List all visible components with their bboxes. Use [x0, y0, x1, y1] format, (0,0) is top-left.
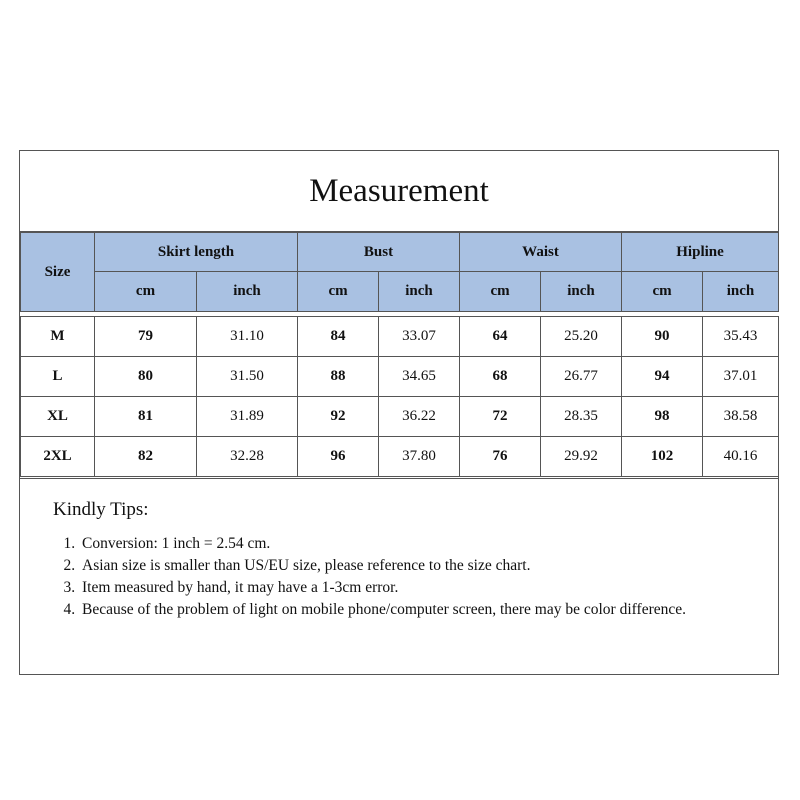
table-row [21, 357, 779, 397]
waist-header: Waist [460, 233, 622, 272]
table-cell: 25.20 [541, 317, 622, 357]
table-cell: 90 [622, 317, 703, 357]
table-row [21, 397, 779, 437]
table-cell: 82 [95, 437, 197, 477]
table-cell: 35.43 [703, 317, 779, 357]
table-cell: 92 [298, 397, 379, 437]
size-header: Size [21, 233, 95, 312]
table-cell: 37.01 [703, 357, 779, 397]
bust-header: Bust [298, 233, 460, 272]
table-cell: 81 [95, 397, 197, 437]
tips-title: Kindly Tips: [53, 499, 149, 520]
table-cell: 36.22 [379, 397, 460, 437]
table-cell: 88 [298, 357, 379, 397]
table-cell: 31.50 [197, 357, 298, 397]
size-cell: M [21, 317, 95, 357]
unit-header: cm [298, 272, 379, 312]
unit-row [21, 272, 779, 312]
size-chart [19, 150, 779, 675]
size-cell: L [21, 357, 95, 397]
unit-header: inch [541, 272, 622, 312]
tip-item: 3. Item measured by hand, it may have a 1-3cm error. [79, 577, 692, 599]
table-cell: 94 [622, 357, 703, 397]
tip-item: 1. Conversion: 1 inch = 2.54 cm. [79, 533, 692, 555]
table-cell: 64 [460, 317, 541, 357]
table-cell: 33.07 [379, 317, 460, 357]
header-row [21, 233, 779, 272]
table-cell: 29.92 [541, 437, 622, 477]
table-cell: 26.77 [541, 357, 622, 397]
table-cell: 34.65 [379, 357, 460, 397]
unit-header: inch [197, 272, 298, 312]
table-cell: 79 [95, 317, 197, 357]
table-cell: 72 [460, 397, 541, 437]
unit-header: inch [703, 272, 779, 312]
table-row [21, 437, 779, 477]
size-cell: 2XL [21, 437, 95, 477]
table-cell: 31.10 [197, 317, 298, 357]
page-title: Measurement [20, 151, 778, 232]
tip-item: 2. Asian size is smaller than US/EU size, please reference to the size chart. [79, 555, 692, 577]
unit-header: cm [622, 272, 703, 312]
table-cell: 40.16 [703, 437, 779, 477]
table-cell: 76 [460, 437, 541, 477]
size-cell: XL [21, 397, 95, 437]
unit-header: inch [379, 272, 460, 312]
table-cell: 96 [298, 437, 379, 477]
table-cell: 84 [298, 317, 379, 357]
tips-section [20, 478, 778, 676]
unit-header: cm [460, 272, 541, 312]
table-cell: 80 [95, 357, 197, 397]
table-cell: 38.58 [703, 397, 779, 437]
table-cell: 102 [622, 437, 703, 477]
tips-list [53, 533, 778, 621]
skirt-length-header: Skirt length [95, 233, 298, 272]
size-table [20, 232, 779, 477]
table-cell: 32.28 [197, 437, 298, 477]
table-cell: 68 [460, 357, 541, 397]
table-cell: 31.89 [197, 397, 298, 437]
unit-header: cm [95, 272, 197, 312]
tip-item: 4. Because of the problem of light on mobile phone/computer screen, there may be color difference. [79, 599, 692, 621]
hipline-header: Hipline [622, 233, 779, 272]
table-cell: 37.80 [379, 437, 460, 477]
table-row [21, 317, 779, 357]
table-cell: 98 [622, 397, 703, 437]
table-cell: 28.35 [541, 397, 622, 437]
